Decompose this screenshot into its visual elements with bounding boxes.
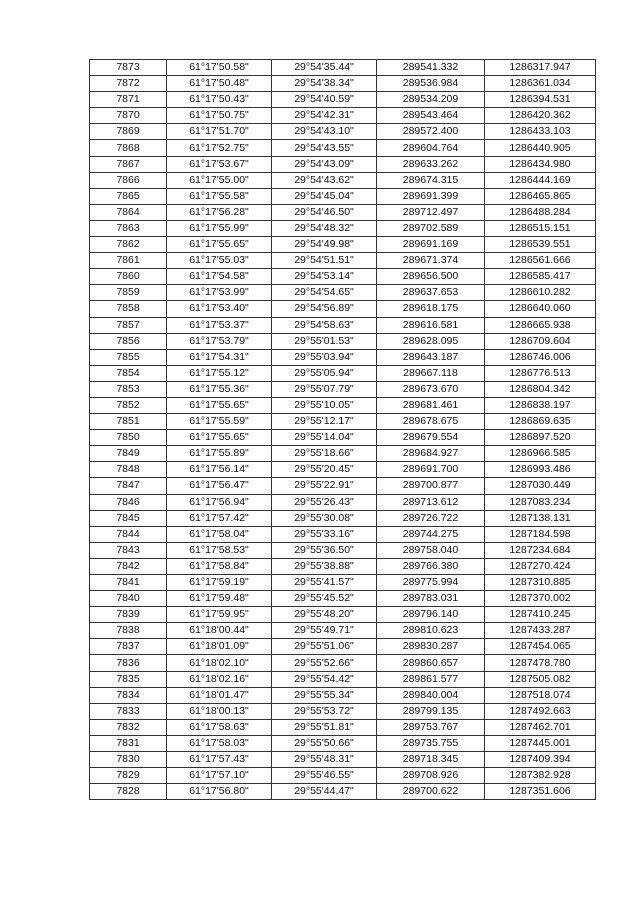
table-row: [90, 784, 596, 800]
x-coordinate-cell: 289775.994: [377, 575, 485, 591]
point-id-cell: 7862: [90, 237, 167, 253]
longitude-cell: 29°54'40.59": [272, 92, 377, 108]
x-coordinate-cell: 289700.877: [377, 478, 485, 494]
point-id-cell: 7853: [90, 381, 167, 397]
table-row: [90, 719, 596, 735]
longitude-cell: 29°54'35.44": [272, 60, 377, 76]
latitude-cell: 61°18'00.44": [167, 623, 272, 639]
longitude-cell: 29°55'07.79": [272, 381, 377, 397]
table-row: [90, 735, 596, 751]
table-row: [90, 462, 596, 478]
x-coordinate-cell: 289679.554: [377, 430, 485, 446]
longitude-cell: 29°55'49.71": [272, 623, 377, 639]
latitude-cell: 61°17'50.58": [167, 60, 272, 76]
table-row: [90, 188, 596, 204]
point-id-cell: 7864: [90, 204, 167, 220]
x-coordinate-cell: 289543.464: [377, 108, 485, 124]
x-coordinate-cell: 289753.767: [377, 719, 485, 735]
table-row: [90, 269, 596, 285]
longitude-cell: 29°55'36.50": [272, 542, 377, 558]
latitude-cell: 61°17'55.03": [167, 253, 272, 269]
latitude-cell: 61°17'50.48": [167, 76, 272, 92]
y-coordinate-cell: 1286444.169: [485, 172, 596, 188]
latitude-cell: 61°17'51.70": [167, 124, 272, 140]
x-coordinate-cell: 289604.764: [377, 140, 485, 156]
coordinates-table: [89, 59, 596, 800]
point-id-cell: 7839: [90, 607, 167, 623]
table-row: [90, 414, 596, 430]
point-id-cell: 7866: [90, 172, 167, 188]
x-coordinate-cell: 289810.623: [377, 623, 485, 639]
longitude-cell: 29°54'43.09": [272, 156, 377, 172]
latitude-cell: 61°17'55.12": [167, 365, 272, 381]
latitude-cell: 61°17'59.48": [167, 591, 272, 607]
table-row: [90, 639, 596, 655]
longitude-cell: 29°54'43.55": [272, 140, 377, 156]
x-coordinate-cell: 289673.670: [377, 381, 485, 397]
longitude-cell: 29°54'51.51": [272, 253, 377, 269]
table-row: [90, 623, 596, 639]
latitude-cell: 61°17'58.63": [167, 719, 272, 735]
x-coordinate-cell: 289860.657: [377, 655, 485, 671]
longitude-cell: 29°55'18.66": [272, 446, 377, 462]
table-row: [90, 510, 596, 526]
longitude-cell: 29°54'45.04": [272, 188, 377, 204]
point-id-cell: 7846: [90, 494, 167, 510]
coordinates-table-body: [90, 60, 596, 800]
table-row: [90, 446, 596, 462]
longitude-cell: 29°54'54.65": [272, 285, 377, 301]
point-id-cell: 7869: [90, 124, 167, 140]
y-coordinate-cell: 1286420.362: [485, 108, 596, 124]
x-coordinate-cell: 289758.040: [377, 542, 485, 558]
point-id-cell: 7830: [90, 752, 167, 768]
point-id-cell: 7834: [90, 687, 167, 703]
point-id-cell: 7873: [90, 60, 167, 76]
table-row: [90, 768, 596, 784]
table-row: [90, 220, 596, 236]
table-row: [90, 752, 596, 768]
latitude-cell: 61°18'02.16": [167, 671, 272, 687]
x-coordinate-cell: 289674.315: [377, 172, 485, 188]
table-row: [90, 92, 596, 108]
point-id-cell: 7865: [90, 188, 167, 204]
x-coordinate-cell: 289735.755: [377, 735, 485, 751]
x-coordinate-cell: 289691.399: [377, 188, 485, 204]
longitude-cell: 29°55'46.55": [272, 768, 377, 784]
x-coordinate-cell: 289667.118: [377, 365, 485, 381]
longitude-cell: 29°55'44.47": [272, 784, 377, 800]
point-id-cell: 7844: [90, 526, 167, 542]
y-coordinate-cell: 1286440.905: [485, 140, 596, 156]
y-coordinate-cell: 1287382.928: [485, 768, 596, 784]
longitude-cell: 29°54'53.14": [272, 269, 377, 285]
longitude-cell: 29°55'20.45": [272, 462, 377, 478]
longitude-cell: 29°55'52.66": [272, 655, 377, 671]
x-coordinate-cell: 289616.581: [377, 317, 485, 333]
latitude-cell: 61°17'55.65": [167, 430, 272, 446]
point-id-cell: 7843: [90, 542, 167, 558]
y-coordinate-cell: 1286539.551: [485, 237, 596, 253]
x-coordinate-cell: 289681.461: [377, 397, 485, 413]
y-coordinate-cell: 1286433.103: [485, 124, 596, 140]
latitude-cell: 61°17'55.58": [167, 188, 272, 204]
y-coordinate-cell: 1287270.424: [485, 558, 596, 574]
y-coordinate-cell: 1287445.001: [485, 735, 596, 751]
latitude-cell: 61°17'57.42": [167, 510, 272, 526]
latitude-cell: 61°17'55.59": [167, 414, 272, 430]
point-id-cell: 7854: [90, 365, 167, 381]
longitude-cell: 29°55'33.16": [272, 526, 377, 542]
latitude-cell: 61°18'00.13": [167, 703, 272, 719]
latitude-cell: 61°17'52.75": [167, 140, 272, 156]
point-id-cell: 7848: [90, 462, 167, 478]
x-coordinate-cell: 289534.209: [377, 92, 485, 108]
table-row: [90, 365, 596, 381]
y-coordinate-cell: 1286434.980: [485, 156, 596, 172]
longitude-cell: 29°54'42.31": [272, 108, 377, 124]
y-coordinate-cell: 1287310.885: [485, 575, 596, 591]
point-id-cell: 7840: [90, 591, 167, 607]
latitude-cell: 61°17'53.67": [167, 156, 272, 172]
y-coordinate-cell: 1287083.234: [485, 494, 596, 510]
table-row: [90, 591, 596, 607]
table-row: [90, 397, 596, 413]
point-id-cell: 7859: [90, 285, 167, 301]
table-row: [90, 542, 596, 558]
latitude-cell: 61°17'58.53": [167, 542, 272, 558]
longitude-cell: 29°54'48.32": [272, 220, 377, 236]
y-coordinate-cell: 1286585.417: [485, 269, 596, 285]
table-row: [90, 607, 596, 623]
table-row: [90, 124, 596, 140]
point-id-cell: 7852: [90, 397, 167, 413]
longitude-cell: 29°55'48.20": [272, 607, 377, 623]
longitude-cell: 29°55'22.91": [272, 478, 377, 494]
point-id-cell: 7836: [90, 655, 167, 671]
latitude-cell: 61°17'57.10": [167, 768, 272, 784]
latitude-cell: 61°17'59.95": [167, 607, 272, 623]
y-coordinate-cell: 1286665.938: [485, 317, 596, 333]
latitude-cell: 61°18'01.47": [167, 687, 272, 703]
point-id-cell: 7858: [90, 301, 167, 317]
x-coordinate-cell: 289712.497: [377, 204, 485, 220]
y-coordinate-cell: 1287370.002: [485, 591, 596, 607]
y-coordinate-cell: 1286610.282: [485, 285, 596, 301]
longitude-cell: 29°54'46.50": [272, 204, 377, 220]
longitude-cell: 29°55'53.72": [272, 703, 377, 719]
y-coordinate-cell: 1287410.245: [485, 607, 596, 623]
latitude-cell: 61°17'50.43": [167, 92, 272, 108]
y-coordinate-cell: 1287234.684: [485, 542, 596, 558]
table-row: [90, 703, 596, 719]
x-coordinate-cell: 289796.140: [377, 607, 485, 623]
latitude-cell: 61°18'01.09": [167, 639, 272, 655]
point-id-cell: 7847: [90, 478, 167, 494]
table-row: [90, 333, 596, 349]
x-coordinate-cell: 289744.275: [377, 526, 485, 542]
latitude-cell: 61°17'55.65": [167, 397, 272, 413]
table-row: [90, 494, 596, 510]
table-row: [90, 253, 596, 269]
latitude-cell: 61°17'53.40": [167, 301, 272, 317]
table-row: [90, 60, 596, 76]
y-coordinate-cell: 1287409.394: [485, 752, 596, 768]
point-id-cell: 7860: [90, 269, 167, 285]
latitude-cell: 61°17'55.99": [167, 220, 272, 236]
latitude-cell: 61°17'55.36": [167, 381, 272, 397]
point-id-cell: 7832: [90, 719, 167, 735]
y-coordinate-cell: 1286869.635: [485, 414, 596, 430]
point-id-cell: 7857: [90, 317, 167, 333]
point-id-cell: 7851: [90, 414, 167, 430]
longitude-cell: 29°54'49.98": [272, 237, 377, 253]
y-coordinate-cell: 1286966.585: [485, 446, 596, 462]
y-coordinate-cell: 1287478.780: [485, 655, 596, 671]
longitude-cell: 29°55'38.88": [272, 558, 377, 574]
x-coordinate-cell: 289633.262: [377, 156, 485, 172]
point-id-cell: 7835: [90, 671, 167, 687]
longitude-cell: 29°54'58.63": [272, 317, 377, 333]
table-row: [90, 575, 596, 591]
x-coordinate-cell: 289541.332: [377, 60, 485, 76]
point-id-cell: 7861: [90, 253, 167, 269]
point-id-cell: 7845: [90, 510, 167, 526]
x-coordinate-cell: 289840.004: [377, 687, 485, 703]
y-coordinate-cell: 1287030.449: [485, 478, 596, 494]
x-coordinate-cell: 289783.031: [377, 591, 485, 607]
table-row: [90, 237, 596, 253]
longitude-cell: 29°55'50.66": [272, 735, 377, 751]
latitude-cell: 61°17'56.47": [167, 478, 272, 494]
latitude-cell: 61°17'53.79": [167, 333, 272, 349]
y-coordinate-cell: 1287138.131: [485, 510, 596, 526]
point-id-cell: 7849: [90, 446, 167, 462]
y-coordinate-cell: 1287184.598: [485, 526, 596, 542]
x-coordinate-cell: 289861.577: [377, 671, 485, 687]
point-id-cell: 7863: [90, 220, 167, 236]
y-coordinate-cell: 1286561.666: [485, 253, 596, 269]
latitude-cell: 61°17'53.99": [167, 285, 272, 301]
point-id-cell: 7831: [90, 735, 167, 751]
latitude-cell: 61°17'56.28": [167, 204, 272, 220]
table-row: [90, 140, 596, 156]
latitude-cell: 61°17'57.43": [167, 752, 272, 768]
longitude-cell: 29°54'43.62": [272, 172, 377, 188]
x-coordinate-cell: 289708.926: [377, 768, 485, 784]
latitude-cell: 61°17'50.75": [167, 108, 272, 124]
table-row: [90, 301, 596, 317]
x-coordinate-cell: 289684.927: [377, 446, 485, 462]
latitude-cell: 61°17'56.94": [167, 494, 272, 510]
longitude-cell: 29°55'30.08": [272, 510, 377, 526]
latitude-cell: 61°18'02.10": [167, 655, 272, 671]
x-coordinate-cell: 289700.622: [377, 784, 485, 800]
y-coordinate-cell: 1287505.082: [485, 671, 596, 687]
latitude-cell: 61°17'59.19": [167, 575, 272, 591]
point-id-cell: 7871: [90, 92, 167, 108]
x-coordinate-cell: 289726.722: [377, 510, 485, 526]
x-coordinate-cell: 289702.589: [377, 220, 485, 236]
x-coordinate-cell: 289643.187: [377, 349, 485, 365]
y-coordinate-cell: 1287454.065: [485, 639, 596, 655]
latitude-cell: 61°17'55.00": [167, 172, 272, 188]
longitude-cell: 29°54'43.10": [272, 124, 377, 140]
table-row: [90, 156, 596, 172]
point-id-cell: 7856: [90, 333, 167, 349]
x-coordinate-cell: 289713.612: [377, 494, 485, 510]
latitude-cell: 61°17'58.04": [167, 526, 272, 542]
table-row: [90, 317, 596, 333]
y-coordinate-cell: 1286804.342: [485, 381, 596, 397]
table-row: [90, 430, 596, 446]
y-coordinate-cell: 1286897.520: [485, 430, 596, 446]
table-row: [90, 655, 596, 671]
x-coordinate-cell: 289656.500: [377, 269, 485, 285]
latitude-cell: 61°17'56.80": [167, 784, 272, 800]
latitude-cell: 61°17'58.84": [167, 558, 272, 574]
x-coordinate-cell: 289637.653: [377, 285, 485, 301]
y-coordinate-cell: 1287351.606: [485, 784, 596, 800]
y-coordinate-cell: 1286776.513: [485, 365, 596, 381]
x-coordinate-cell: 289691.700: [377, 462, 485, 478]
table-row: [90, 349, 596, 365]
point-id-cell: 7838: [90, 623, 167, 639]
y-coordinate-cell: 1286361.034: [485, 76, 596, 92]
latitude-cell: 61°17'58.03": [167, 735, 272, 751]
longitude-cell: 29°55'12.17": [272, 414, 377, 430]
x-coordinate-cell: 289718.345: [377, 752, 485, 768]
table-row: [90, 687, 596, 703]
point-id-cell: 7837: [90, 639, 167, 655]
latitude-cell: 61°17'56.14": [167, 462, 272, 478]
latitude-cell: 61°17'54.58": [167, 269, 272, 285]
table-row: [90, 671, 596, 687]
latitude-cell: 61°17'54.31": [167, 349, 272, 365]
table-row: [90, 381, 596, 397]
y-coordinate-cell: 1286317.947: [485, 60, 596, 76]
longitude-cell: 29°55'10.05": [272, 397, 377, 413]
longitude-cell: 29°55'26.43": [272, 494, 377, 510]
y-coordinate-cell: 1286993.486: [485, 462, 596, 478]
y-coordinate-cell: 1286488.284: [485, 204, 596, 220]
latitude-cell: 61°17'55.65": [167, 237, 272, 253]
x-coordinate-cell: 289628.095: [377, 333, 485, 349]
table-row: [90, 76, 596, 92]
table-row: [90, 285, 596, 301]
longitude-cell: 29°55'54.42": [272, 671, 377, 687]
y-coordinate-cell: 1286640.060: [485, 301, 596, 317]
longitude-cell: 29°55'41.57": [272, 575, 377, 591]
y-coordinate-cell: 1286394.531: [485, 92, 596, 108]
longitude-cell: 29°54'38.34": [272, 76, 377, 92]
point-id-cell: 7850: [90, 430, 167, 446]
y-coordinate-cell: 1287462.701: [485, 719, 596, 735]
point-id-cell: 7872: [90, 76, 167, 92]
point-id-cell: 7833: [90, 703, 167, 719]
table-row: [90, 172, 596, 188]
y-coordinate-cell: 1286838.197: [485, 397, 596, 413]
table-row: [90, 558, 596, 574]
table-row: [90, 204, 596, 220]
x-coordinate-cell: 289691.169: [377, 237, 485, 253]
longitude-cell: 29°55'45.52": [272, 591, 377, 607]
y-coordinate-cell: 1286465.865: [485, 188, 596, 204]
point-id-cell: 7842: [90, 558, 167, 574]
x-coordinate-cell: 289618.175: [377, 301, 485, 317]
point-id-cell: 7867: [90, 156, 167, 172]
longitude-cell: 29°55'51.06": [272, 639, 377, 655]
y-coordinate-cell: 1286709.604: [485, 333, 596, 349]
longitude-cell: 29°55'03.94": [272, 349, 377, 365]
y-coordinate-cell: 1287518.074: [485, 687, 596, 703]
x-coordinate-cell: 289536.984: [377, 76, 485, 92]
table-row: [90, 478, 596, 494]
x-coordinate-cell: 289572.400: [377, 124, 485, 140]
longitude-cell: 29°55'01.53": [272, 333, 377, 349]
point-id-cell: 7870: [90, 108, 167, 124]
table-row: [90, 526, 596, 542]
longitude-cell: 29°55'55.34": [272, 687, 377, 703]
latitude-cell: 61°17'53.37": [167, 317, 272, 333]
x-coordinate-cell: 289830.287: [377, 639, 485, 655]
longitude-cell: 29°55'51.81": [272, 719, 377, 735]
longitude-cell: 29°55'48.31": [272, 752, 377, 768]
y-coordinate-cell: 1287492.663: [485, 703, 596, 719]
point-id-cell: 7828: [90, 784, 167, 800]
y-coordinate-cell: 1286515.151: [485, 220, 596, 236]
x-coordinate-cell: 289678.675: [377, 414, 485, 430]
longitude-cell: 29°55'14.04": [272, 430, 377, 446]
point-id-cell: 7855: [90, 349, 167, 365]
x-coordinate-cell: 289766.380: [377, 558, 485, 574]
point-id-cell: 7829: [90, 768, 167, 784]
latitude-cell: 61°17'55.89": [167, 446, 272, 462]
x-coordinate-cell: 289799.135: [377, 703, 485, 719]
point-id-cell: 7841: [90, 575, 167, 591]
longitude-cell: 29°55'05.94": [272, 365, 377, 381]
x-coordinate-cell: 289671.374: [377, 253, 485, 269]
table-row: [90, 108, 596, 124]
y-coordinate-cell: 1286746.006: [485, 349, 596, 365]
longitude-cell: 29°54'56.89": [272, 301, 377, 317]
point-id-cell: 7868: [90, 140, 167, 156]
y-coordinate-cell: 1287433.287: [485, 623, 596, 639]
